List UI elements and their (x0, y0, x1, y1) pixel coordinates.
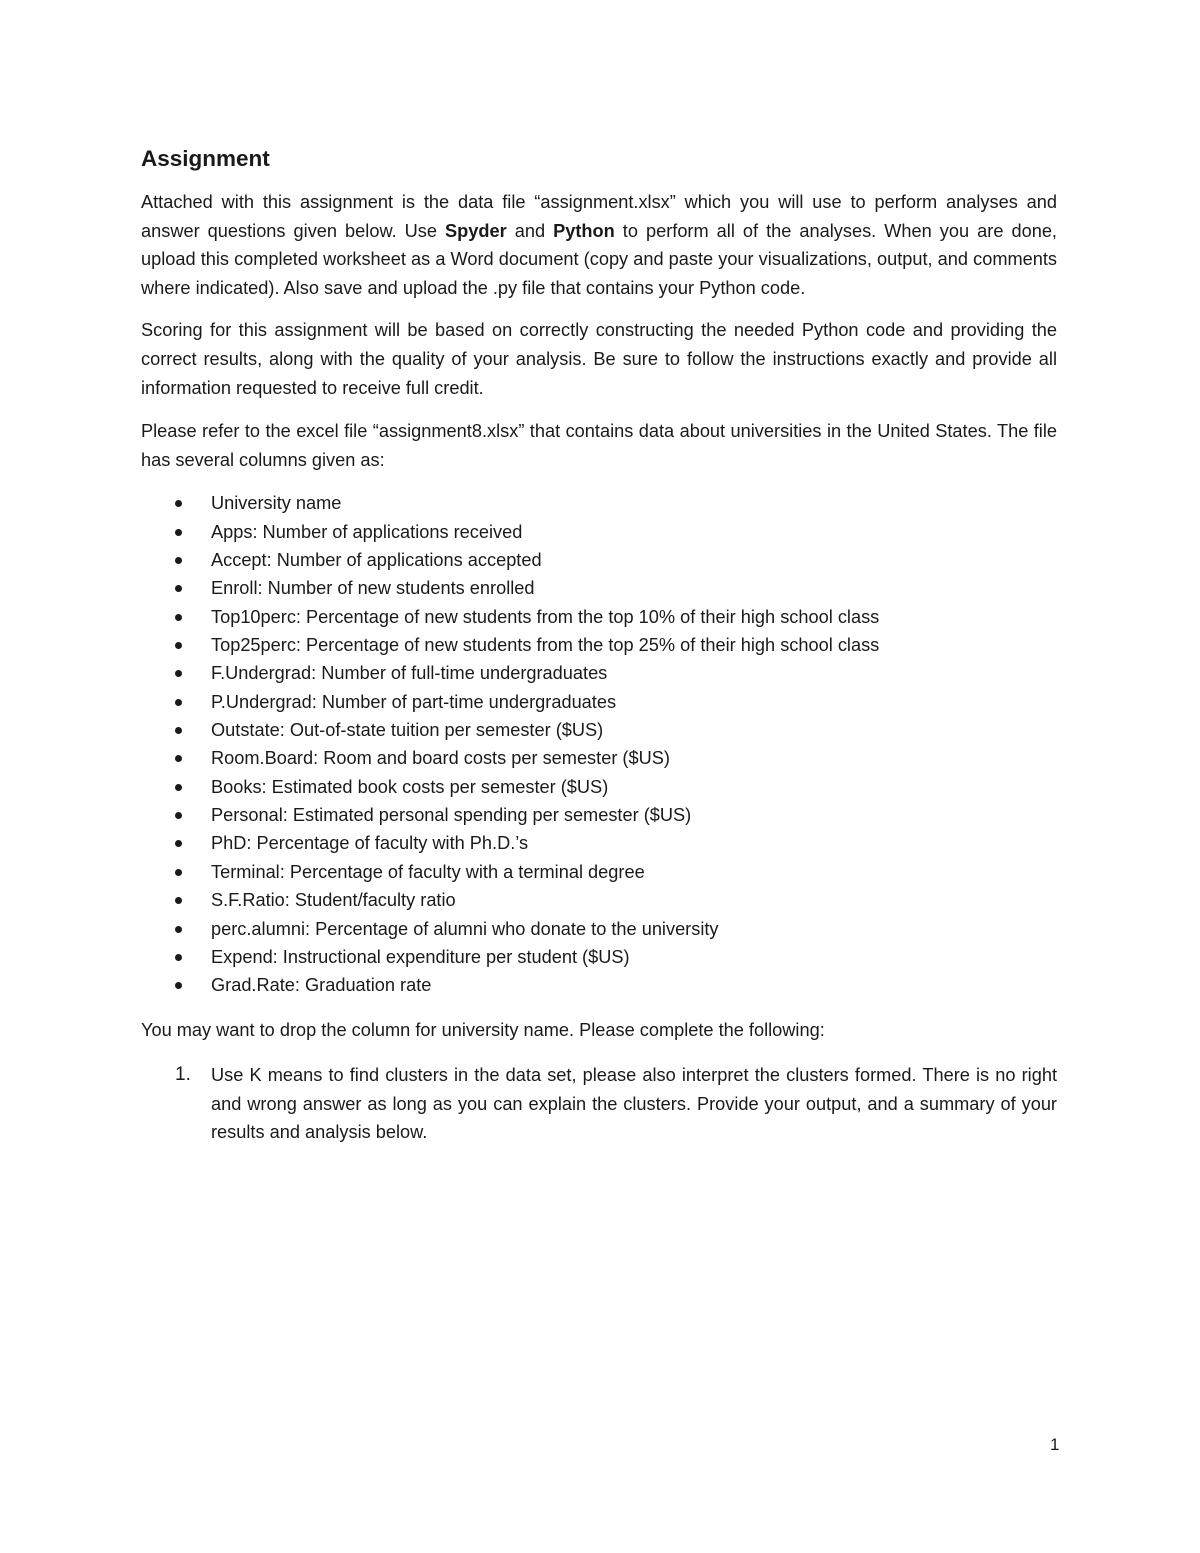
list-item (141, 546, 1057, 574)
drop-column-note: You may want to drop the column for university name. Please complete the following: (141, 1019, 825, 1040)
list-item (141, 829, 1057, 857)
column-description: University name (211, 493, 342, 514)
spyder-keyword: Spyder (445, 220, 507, 241)
bullet-icon (175, 557, 182, 564)
intro-paragraph (141, 188, 1057, 302)
column-description: Grad.Rate: Graduation rate (211, 975, 432, 996)
scoring-paragraph: Scoring for this assignment will be based on correctly constructing the needed Python code and providing the correct results, along with the quality of your analysis. Be sure to follow the instructions exactly and provide all information requested to receive full credit. (141, 320, 1057, 398)
bullet-icon (175, 755, 182, 762)
bullet-icon (175, 812, 182, 819)
columns-list (141, 489, 1057, 999)
bullet-icon (175, 500, 182, 507)
question-text: Use K means to find clusters in the data set, please also interpret the clusters formed. There is no right and wrong answer as long as you can explain the clusters. Provide your output, and a summary of your results and analysis below. (211, 1065, 1057, 1143)
column-description: S.F.Ratio: Student/faculty ratio (211, 890, 456, 911)
list-item (141, 773, 1057, 801)
column-description: Top25perc: Percentage of new students from the top 25% of their high school class (211, 635, 880, 656)
list-item (141, 489, 1057, 517)
question-1 (141, 1061, 1057, 1147)
refer-paragraph: Please refer to the excel file “assignment8.xlsx” that contains data about universities in the United States. The file has several columns given as: (141, 421, 1057, 470)
page-number: 1 (1050, 1435, 1060, 1454)
bullet-icon (175, 869, 182, 876)
list-item (141, 915, 1057, 943)
bullet-icon (175, 585, 182, 592)
column-description: perc.alumni: Percentage of alumni who donate to the university (211, 918, 719, 939)
page-title: Assignment (141, 146, 270, 171)
bullet-icon (175, 897, 182, 904)
column-description: Terminal: Percentage of faculty with a terminal degree (211, 861, 645, 882)
list-item (141, 716, 1057, 744)
column-description: Outstate: Out-of-state tuition per semester ($US) (211, 720, 604, 741)
bullet-icon (175, 529, 182, 536)
bullet-icon (175, 699, 182, 706)
list-item (141, 574, 1057, 602)
column-description: Enroll: Number of new students enrolled (211, 578, 535, 599)
intro-text-part2: to perform all of the analyses. When you are done, upload this completed worksheet as a Word document (copy and paste your visualizations, output, and comments where indicated). Also save and upload the .py file that contains your Python code. (141, 220, 1057, 298)
list-item (141, 858, 1057, 886)
column-description: Personal: Estimated personal spending per semester ($US) (211, 805, 692, 826)
column-description: P.Undergrad: Number of part-time undergraduates (211, 691, 617, 712)
list-item (141, 631, 1057, 659)
list-item (141, 518, 1057, 546)
bullet-icon (175, 670, 182, 677)
column-description: F.Undergrad: Number of full-time undergraduates (211, 663, 608, 684)
column-description: Apps: Number of applications received (211, 521, 523, 542)
bullet-icon (175, 784, 182, 791)
bullet-icon (175, 614, 182, 621)
column-description: Room.Board: Room and board costs per semester ($US) (211, 748, 670, 769)
list-item (141, 801, 1057, 829)
list-item (141, 886, 1057, 914)
column-description: Books: Estimated book costs per semester ($US) (211, 776, 609, 797)
bullet-icon (175, 642, 182, 649)
bullet-icon (175, 727, 182, 734)
column-description: Accept: Number of applications accepted (211, 550, 542, 571)
bullet-icon (175, 954, 182, 961)
list-item (141, 971, 1057, 999)
column-description: PhD: Percentage of faculty with Ph.D.’s (211, 833, 529, 854)
list-item (141, 744, 1057, 772)
intro-text-and: and (506, 220, 554, 241)
list-item (141, 688, 1057, 716)
list-item (141, 659, 1057, 687)
python-keyword: Python (553, 220, 615, 241)
bullet-icon (175, 982, 182, 989)
list-item (141, 943, 1057, 971)
bullet-icon (175, 926, 182, 933)
bullet-icon (175, 840, 182, 847)
list-item (141, 603, 1057, 631)
intro-text-part1: Attached with this assignment is the data file “assignment.xlsx” which you will use to perform analyses and answer questions given below. Use (141, 192, 1057, 241)
document-body (141, 143, 1057, 1147)
question-number: 1. (175, 1064, 191, 1086)
column-description: Expend: Instructional expenditure per student ($US) (211, 946, 630, 967)
column-description: Top10perc: Percentage of new students from the top 10% of their high school class (211, 606, 880, 627)
